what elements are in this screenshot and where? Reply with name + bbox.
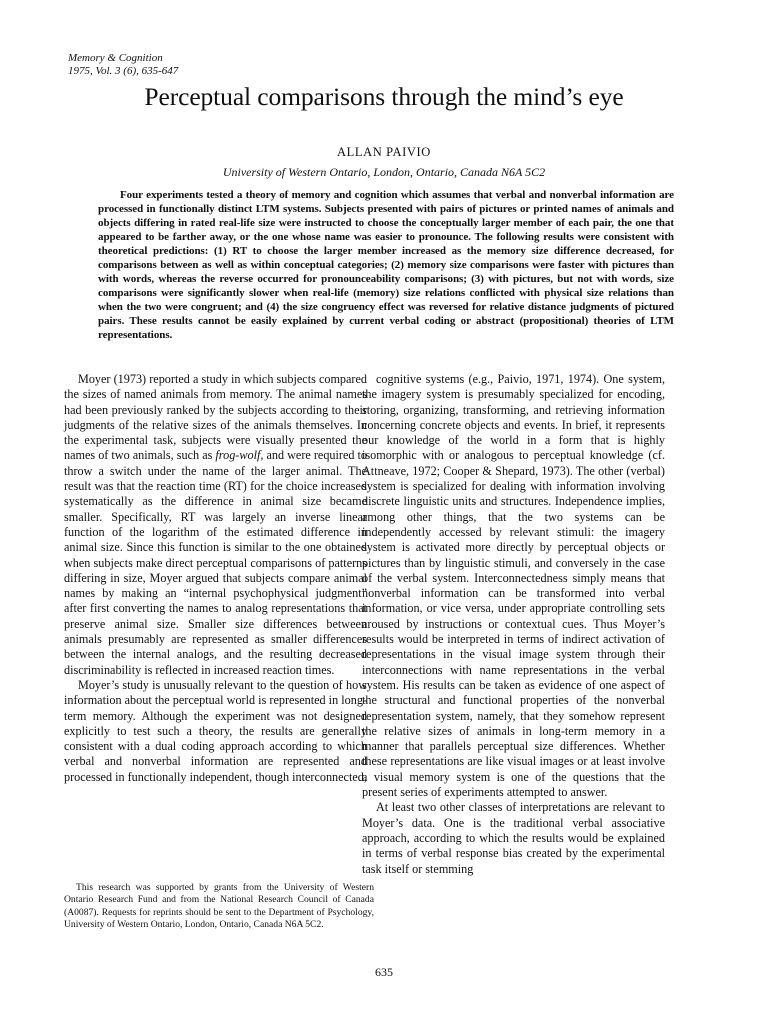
- journal-header: [68, 52, 178, 78]
- footnote: This research was supported by grants from the University of Western Ontario Research Fund and from the National Research Council of Canada (A0087). Requests for reprints should be sent to the Department of Psychology, University of Western Ontario, London, Ontario, Canada N6A 5C2.: [64, 882, 374, 931]
- body-paragraph: Moyer (1973) reported a study in which subjects compared the sizes of named animals from memory. The animal names had been previously ranked by the subjects according to their judgments of the relative sizes of the animals themselves. In the experimental task, subjects were visually presented the names of two animals, such as frog-wolf, and were required to throw a switch under the name of the larger animal. The result was that the reaction time (RT) for the choice increased systematically as the difference in animal size became smaller. Specifically, RT was largely an inverse linear function of the logarithm of the estimated difference in animal size. Since this function is similar to the one obtained when subjects make direct perceptual comparisons of patterns differing in size, Moyer argued that subjects compare animal names by making an “internal psychophysical judgment” after first converting the names to analog representations that preserve animal size. Smaller size differences between animals presumably are represented as smaller differences between the internal analogs, and the resulting decreased discriminability is reflected in increased reaction times.: [64, 372, 368, 677]
- right-column: [362, 372, 665, 877]
- paper-title: Perceptual comparisons through the mind’s eye: [144, 82, 624, 111]
- body-paragraph: Moyer’s study is unusually relevant to the question of how information about the perceptual world is represented in long-term memory. Although the experiment was not designed explicitly to test such a theory, the results are generally consistent with a dual coding approach according to which verbal and nonverbal information are represented and processed in functionally independent, though interconnected,: [64, 677, 367, 784]
- page-number: 635: [375, 965, 393, 979]
- body-paragraph: At least two other classes of interpretations are relevant to Moyer’s data. One is the traditional verbal associative approach, according to which the results would be explained in terms of verbal response bias created by the experimental task itself or stemming: [362, 800, 665, 876]
- left-column: [64, 372, 367, 785]
- journal-volume: 1975, Vol. 3 (6), 635-647: [68, 65, 179, 77]
- body-paragraph: cognitive systems (e.g., Paivio, 1971, 1974). One system, the imagery system is presumably specialized for encoding, storing, organizing, transforming, and retrieving information concerning concrete objects and events. In brief, it represents our knowledge of the world in a form that is highly isomorphic with or analogous to perceptual knowledge (cf. Attneave, 1972; Cooper & Shepard, 1973). The other (verbal) system is specialized for dealing with information involving discrete linguistic units and structures. Independence implies, among other things, that the two systems can be independently accessed by relevant stimuli: the imagery system is activated more directly by perceptual objects or pictures than by linguistic stimuli, and conversely in the case of the verbal system. Interconnectedness simply means that nonverbal information can be transformed into verbal information, or vice versa, under appropriate controlling sets aroused by instructions or contextual cues. Thus Moyer’s results would be interpreted in terms of indirect activation of representations in the visual image system through their interconnections with name representations in the verbal system. His results can be taken as evidence of one aspect of the structural and functional properties of the nonverbal representation system, namely, that they somehow represent the relative sizes of animals in long-term memory in a manner that parallels perceptual size differences. Whether these representations are like visual images or at least involve a visual memory system is one of the questions that the present series of experiments attempted to answer.: [362, 372, 665, 800]
- journal-name: Memory & Cognition: [68, 52, 163, 64]
- author-name: ALLAN PAIVIO: [337, 145, 431, 159]
- italic-example: frog-wolf: [215, 448, 261, 463]
- author-affiliation: University of Western Ontario, London, Ontario, Canada N6A 5C2: [222, 165, 546, 179]
- abstract: Four experiments tested a theory of memory and cognition which assumes that verbal and nonverbal information are processed in functionally distinct LTM systems. Subjects presented with pairs of pictures or printed names of animals and objects differing in rated real-life size were instructed to choose the conceptually larger member of each pair, the one that appeared to be farther away, or the one whose name was easier to pronounce. The following results were consistent with theoretical predictions: (1) RT to choose the larger member increased as the memory size difference decreased, for comparisons between as well as within conceptual categories; (2) memory size comparisons were faster with pictures than with words, whereas the reverse occurred for pronounceability comparisons; (3) with pictures, but not with words, size comparisons were significantly slower when real-life (memory) size relations conflicted with physical size relations than when the two were congruent; and (4) the size congruency effect was reversed for relative distance judgments of pictured pairs. These results cannot be easily explained by current verbal coding or abstract (propositional) theories of LTM representations.: [98, 189, 674, 341]
